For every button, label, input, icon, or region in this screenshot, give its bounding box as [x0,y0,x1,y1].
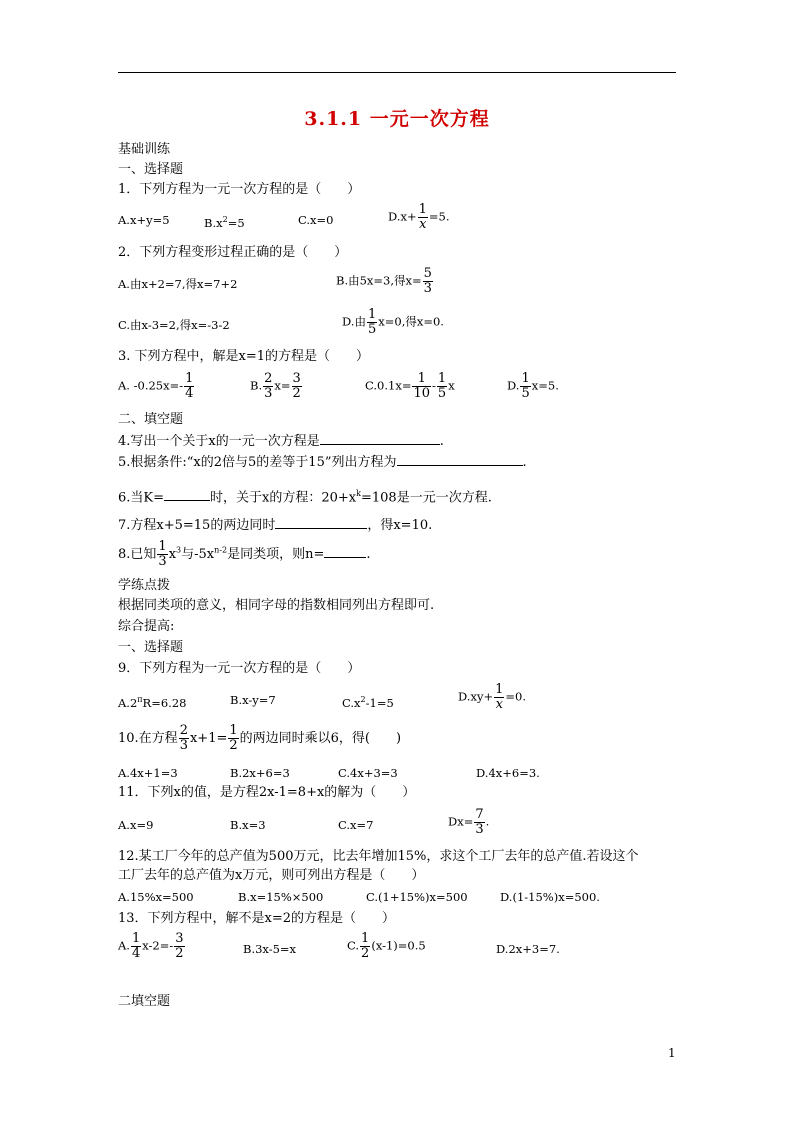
q13-text: 13．下列方程中，解不是x=2的方程是（ ） [118,911,396,926]
q10-option-b: B.2x+6=3 [230,766,290,780]
q13-option-d: D.2x+3=7. [496,942,560,956]
q8-answer-blank[interactable] [324,545,366,558]
q12-line1: 12.某工厂今年的总产值为500万元，比去年增加15%，求这个工厂去年的总产值.若设这个 [118,849,639,864]
choice-heading-1: 一、选择题 [118,162,184,177]
q9-option-a: $A.2^\pi R=6.28$ [118,695,187,710]
q10-option-c: C.4x+3=3 [338,766,398,780]
q1-option-b: $B.x^2=5$ [204,215,245,230]
q10-option-a: A.4x+1=3 [118,766,178,780]
q2-option-c: C.由x-3=2,得x=-3-2 [118,318,230,332]
page-number: 1 [668,1046,676,1060]
q12-line2: 工厂去年的总产值为x万元，则可列出方程是（ ） [118,868,425,883]
section-advanced: 综合提高: [118,619,175,634]
q5-text: 5.根据条件:“x的2倍与5的差等于15”列出方程为 . [118,455,527,470]
q3-text: 3. 下列方程中，解是x=1的方程是（ ） [118,349,370,364]
q7-answer-blank[interactable] [275,516,367,529]
q3-option-d: D. $\frac{1}{5}$ x=5. [507,371,559,401]
fill-heading-1: 二、填空题 [118,412,184,427]
q1-option-a: A.x+y=5 [118,213,170,227]
q11-option-d: Dx= $\frac{7}{3}$ . [448,807,490,837]
q11-option-c: C.x=7 [338,818,374,832]
q1-option-d: D.x+ $\frac{1}{x}$ =5. [388,202,450,232]
q12-option-a: A.15%x=500 [118,890,194,904]
q1-text: 1．下列方程为一元一次方程的是（ ） [118,182,361,197]
q4-answer-blank[interactable] [320,432,440,445]
fill-heading-2: 二填空题 [118,994,171,1009]
tips-text: 根据同类项的意义，相同字母的指数相同列出方程即可. [118,598,435,613]
q5-answer-blank[interactable] [397,453,523,466]
q3-option-b: B. $\frac{2}{3}$ x= $\frac{3}{2}$ [250,371,301,401]
q2-option-b: B.由5x=3,得x= $\frac{5}{3}$ [336,266,432,296]
q6-text: 6.当K= 时，关于x的方程：$20+x^k=108$是一元一次方程. [118,489,492,506]
page-title: 3.1.1 一元一次方程 [304,108,490,130]
q12-option-d: D.(1-15%)x=500. [500,890,600,904]
tips-heading: 学练点拨 [118,578,171,593]
choice-heading-2: 一、选择题 [118,640,184,655]
q2-option-a: A.由x+2=7,得x=7+2 [118,277,238,291]
q3-option-c: C.0.1x= $\frac{1}{10}$ - $\frac{1}{5}$ x [365,371,455,401]
q10-option-d: D.4x+6=3. [476,766,540,780]
q11-text: 11．下列x的值，是方程2x-1=8+x的解为（ ） [118,785,416,800]
section-basic: 基础训练 [118,142,171,157]
q11-option-b: B.x=3 [230,818,266,832]
q9-option-b: B.x-y=7 [230,693,276,707]
q13-option-b: B.3x-5=x [243,942,297,956]
q1-option-c: C.x=0 [298,213,334,227]
q2-option-d: D.由 $\frac{1}{5}$ x=0,得x=0. [342,307,444,337]
q9-text: 9．下列方程为一元一次方程的是（ ） [118,661,361,676]
q13-option-c: C. $\frac{1}{2}$ (x-1)=0.5 [347,931,426,961]
q12-option-c: C.(1+15%)x=500 [366,890,468,904]
q13-option-a: A. $\frac{1}{4}$ x-2=- $\frac{3}{2}$ [118,931,184,961]
q9-option-d: D.xy+ $\frac{1}{x}$ =0. [458,682,526,712]
q8-text: 8.已知 $\frac{1}{3}$ $x^3$与$-5x^{n-2}$是同类项，则n= . [118,539,371,569]
q12-option-b: B.x=15%×500 [238,890,324,904]
q9-option-c: $C.x^2-1=5$ [342,695,394,710]
q3-option-a: A. -0.25x=- $\frac{1}{4}$ [118,371,194,401]
q10-text: 10.在方程 $\frac{2}{3}$ x+1= $\frac{1}{2}$ 的两边同时乘以6，得( ) [118,723,402,753]
q6-answer-blank[interactable] [164,488,210,501]
header-rule [118,72,676,73]
q11-option-a: A.x=9 [118,818,154,832]
q7-text: 7.方程x+5=15的两边同时 ，得x=10. [118,518,433,533]
q4-text: 4.写出一个关于x的一元一次方程是 . [118,434,444,449]
q2-text: 2．下列方程变形过程正确的是（ ） [118,245,348,260]
